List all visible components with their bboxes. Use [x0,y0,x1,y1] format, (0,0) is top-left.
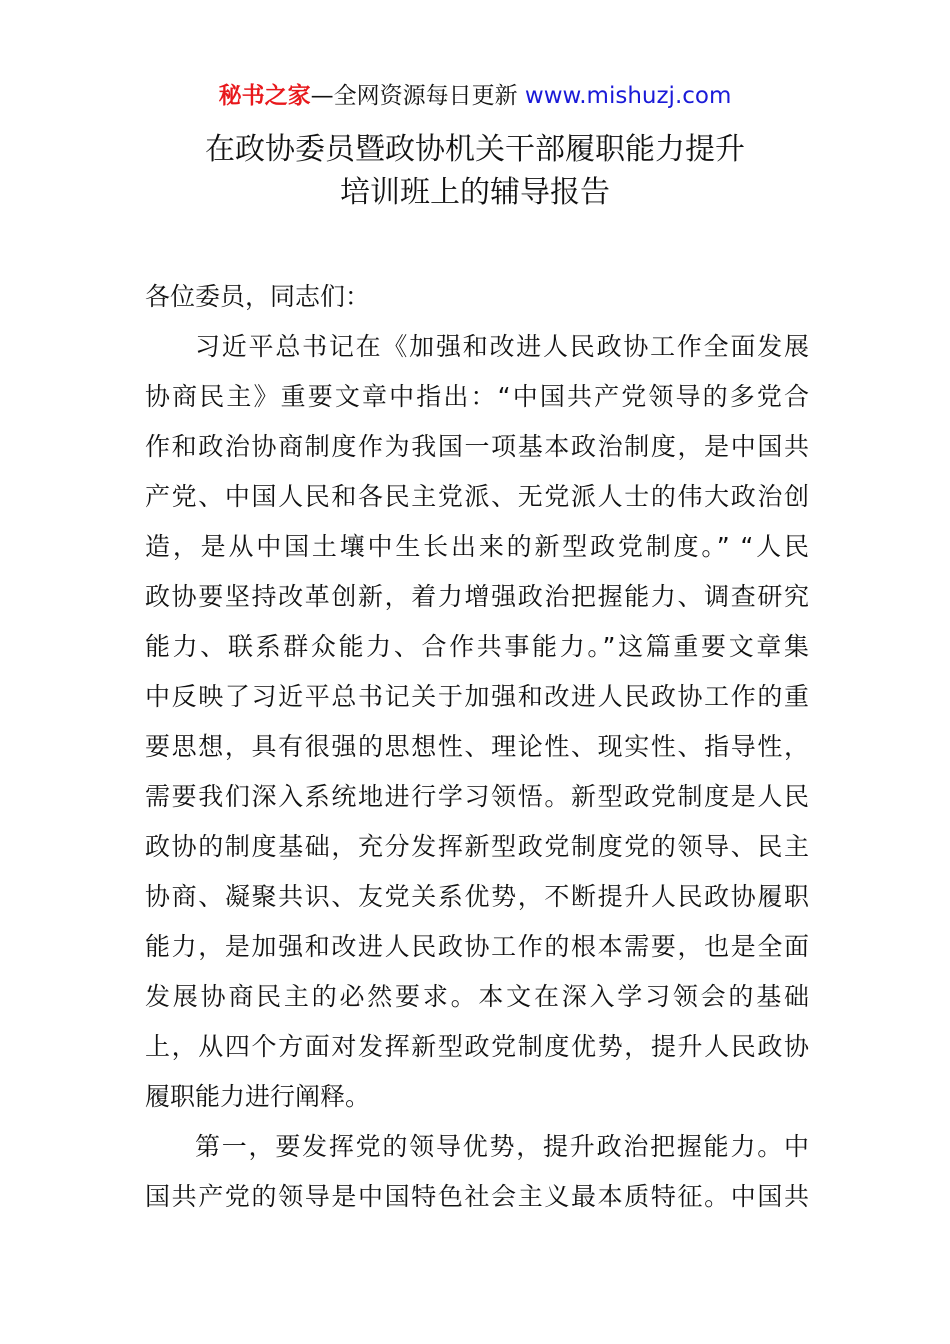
paragraph-1 [145,322,809,1122]
paragraph-2 [145,1122,809,1222]
site-tagline: —全网资源每日更新 [310,83,525,109]
site-brand: 秘书之家 [218,83,311,109]
document-body [145,272,809,1222]
title-line-2: 培训班上的辅导报告 [340,175,610,210]
text-line: 能力，是加强和改进人民政协工作的根本需要，也是全面 [145,932,809,961]
text-line: 能力、联系群众能力、合作共事能力。”这篇重要文章集 [145,632,809,661]
text-line: 国共产党的领导是中国特色社会主义最本质特征。中国共 [145,1182,809,1211]
text-line: 政协的制度基础，充分发挥新型政党制度党的领导、民主 [145,832,809,861]
text-line: 第一，要发挥党的领导优势，提升政治把握能力。中 [195,1132,809,1161]
text-line: 政协要坚持改革创新，着力增强政治把握能力、调查研究 [145,582,809,611]
site-url-link[interactable]: www.mishuzj.com [524,83,732,109]
salutation: 各位委员，同志们： [145,282,371,311]
text-line: 发展协商民主的必然要求。本文在深入学习领会的基础 [145,982,809,1011]
text-line: 协商民主》重要文章中指出：“中国共产党领导的多党合 [145,382,809,411]
title-line-1: 在政协委员暨政协机关干部履职能力提升 [205,132,745,167]
text-line: 要思想，具有很强的思想性、理论性、现实性、指导性， [145,732,809,761]
text-line: 中反映了习近平总书记关于加强和改进人民政协工作的重 [145,682,809,711]
site-header [0,80,950,112]
text-line: 上，从四个方面对发挥新型政党制度优势，提升人民政协 [145,1032,809,1061]
text-line: 造，是从中国土壤中生长出来的新型政党制度。” “人民 [145,532,809,561]
text-line: 协商、凝聚共识、友党关系优势，不断提升人民政协履职 [145,882,809,911]
text-line: 作和政治协商制度作为我国一项基本政治制度，是中国共 [145,432,809,461]
text-line: 习近平总书记在《加强和改进人民政协工作全面发展 [195,332,809,361]
text-line: 履职能力进行阐释。 [145,1082,371,1111]
document-title [0,128,950,214]
text-line: 产党、中国人民和各民主党派、无党派人士的伟大政治创 [145,482,809,511]
text-line: 需要我们深入系统地进行学习领悟。新型政党制度是人民 [145,782,809,811]
